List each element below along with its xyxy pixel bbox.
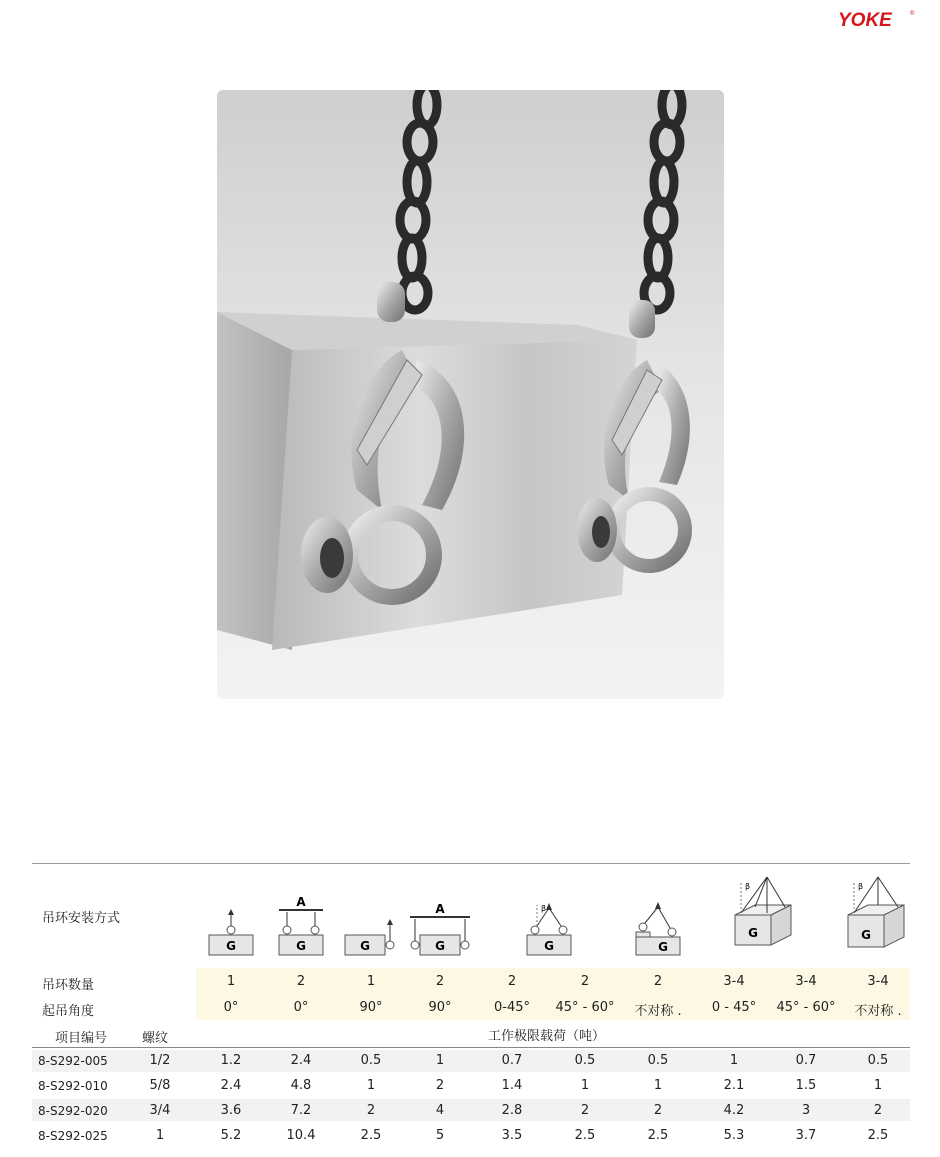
diagram-5-angle-pair	[527, 903, 571, 955]
wll-value: 0.5	[867, 1053, 889, 1068]
item-code: 8-S292-025	[38, 1129, 108, 1143]
svg-text:G: G	[360, 939, 370, 953]
wll-value: 2	[580, 1103, 590, 1118]
wll-value: 7.2	[290, 1103, 312, 1118]
item-code: 8-S292-020	[38, 1104, 108, 1118]
lift-angle-cell: 90°	[428, 1000, 452, 1015]
diagram-10-four-leg-asymmetric	[848, 877, 904, 947]
lift-angle-cell: 45° - 60°	[776, 1000, 836, 1015]
logo-reg-mark: ®	[910, 11, 915, 17]
diagram-7-asymmetric	[636, 902, 680, 955]
wll-value: 2.5	[360, 1128, 382, 1143]
wll-value: 3.5	[501, 1128, 523, 1143]
wll-value: 3	[801, 1103, 811, 1118]
wll-value: 1	[580, 1078, 590, 1093]
wll-value: 0.5	[360, 1053, 382, 1068]
wll-value: 4.8	[290, 1078, 312, 1093]
wll-label: 工作极限载荷（吨）	[488, 1029, 606, 1044]
lift-angle-cell: 0-45°	[493, 1000, 530, 1015]
item-code: 8-S292-010	[38, 1079, 108, 1093]
wll-value: 0.5	[647, 1053, 669, 1068]
wll-value: 1	[653, 1078, 663, 1093]
sling-count-cell: 1	[226, 974, 236, 989]
sling-count-cell: 2	[507, 974, 517, 989]
sling-count-cell: 2	[296, 974, 306, 989]
header-bottom-rule	[32, 1047, 910, 1048]
diagram-4-side-pair	[410, 902, 470, 955]
wll-value: 2.5	[574, 1128, 596, 1143]
sling-count-cell: 1	[366, 974, 376, 989]
installation-diagrams	[196, 875, 910, 963]
wll-value: 5	[435, 1128, 445, 1143]
sling-count-cell: 3-4	[795, 974, 817, 989]
sling-count-cell: 3-4	[867, 974, 889, 989]
svg-text:G: G	[544, 939, 554, 953]
lift-angle-cell: 0°	[293, 1000, 309, 1015]
lift-angle-cell: 45° - 60°	[555, 1000, 615, 1015]
svg-text:G	[609, 939, 619, 953]
wll-value: 2.4	[290, 1053, 312, 1068]
wll-value: 1	[435, 1053, 445, 1068]
wll-value: 2.4	[220, 1078, 242, 1093]
svg-text:G: G	[658, 940, 668, 954]
lift-angle-cell: 0°	[223, 1000, 239, 1015]
svg-text:A: A	[435, 902, 445, 916]
thread-size: 5/8	[149, 1078, 171, 1093]
wll-value: 5.2	[220, 1128, 242, 1143]
thread-size: 3/4	[149, 1103, 171, 1118]
wll-value: 2.1	[723, 1078, 745, 1093]
lift-angle-label: 起吊角度	[42, 1004, 95, 1019]
wll-value: 2	[873, 1103, 883, 1118]
svg-text:G: G	[296, 939, 306, 953]
wll-value: 4	[435, 1103, 445, 1118]
svg-text:G	[793, 926, 803, 940]
sling-count-cell: 2	[653, 974, 663, 989]
installation-label: 吊环安装方式	[42, 911, 121, 926]
wll-value: 3.7	[795, 1128, 817, 1143]
wll-value: 1.2	[220, 1053, 242, 1068]
wll-value: 3.6	[220, 1103, 242, 1118]
wll-value: 10.4	[286, 1128, 316, 1143]
svg-text:A: A	[296, 895, 306, 909]
svg-text:β	[606, 904, 611, 913]
wll-value: 0.7	[501, 1053, 523, 1068]
svg-text:G: G	[435, 939, 445, 953]
svg-text:G: G	[861, 928, 871, 942]
wll-value: 1.5	[795, 1078, 817, 1093]
lift-angle-cell: 不对称 .	[634, 1004, 682, 1019]
wll-value: 2	[435, 1078, 445, 1093]
sling-count-cell: 2	[580, 974, 590, 989]
lift-angle-cell: 不对称 .	[854, 1004, 902, 1019]
item-number-label: 项目编号	[55, 1031, 108, 1046]
wll-value: 0.5	[574, 1053, 596, 1068]
diagram-3-side	[345, 919, 394, 955]
svg-text:G: G	[226, 939, 236, 953]
wll-value: 0.7	[795, 1053, 817, 1068]
svg-text:β	[790, 882, 795, 891]
wll-value: 1	[729, 1053, 739, 1068]
sling-count-cell: 3-4	[723, 974, 745, 989]
logo-text: YOKE	[838, 10, 892, 30]
diagram-1-vertical	[209, 909, 253, 955]
wll-value: 2.5	[867, 1128, 889, 1143]
svg-text:β: β	[858, 882, 864, 891]
wll-value: 1.4	[501, 1078, 523, 1093]
wll-value: 1	[873, 1078, 883, 1093]
item-code: 8-S292-005	[38, 1054, 108, 1068]
svg-text:β: β	[745, 882, 751, 891]
svg-text:G: G	[748, 926, 758, 940]
wll-value: 2	[653, 1103, 663, 1118]
diagram-2-vertical-pair	[279, 895, 323, 955]
wll-value: 4.2	[723, 1103, 745, 1118]
sling-count-cell: 2	[435, 974, 445, 989]
svg-text:β: β	[541, 904, 547, 913]
thread-size: 1/2	[149, 1053, 171, 1068]
wll-value: 2	[366, 1103, 376, 1118]
yoke-logo	[838, 8, 918, 30]
wll-value: 2.5	[647, 1128, 669, 1143]
wll-value: 2.8	[501, 1103, 523, 1118]
thread-size: 1	[155, 1128, 165, 1143]
table-top-rule	[32, 863, 910, 864]
lift-angle-cell: 90°	[359, 1000, 383, 1015]
thread-label: 螺纹	[142, 1031, 169, 1046]
sling-count-label: 吊环数量	[42, 978, 95, 993]
product-photo	[217, 90, 724, 699]
wll-value: 1	[366, 1078, 376, 1093]
wll-value: 5.3	[723, 1128, 745, 1143]
lift-angle-cell: 0 - 45°	[711, 1000, 757, 1015]
